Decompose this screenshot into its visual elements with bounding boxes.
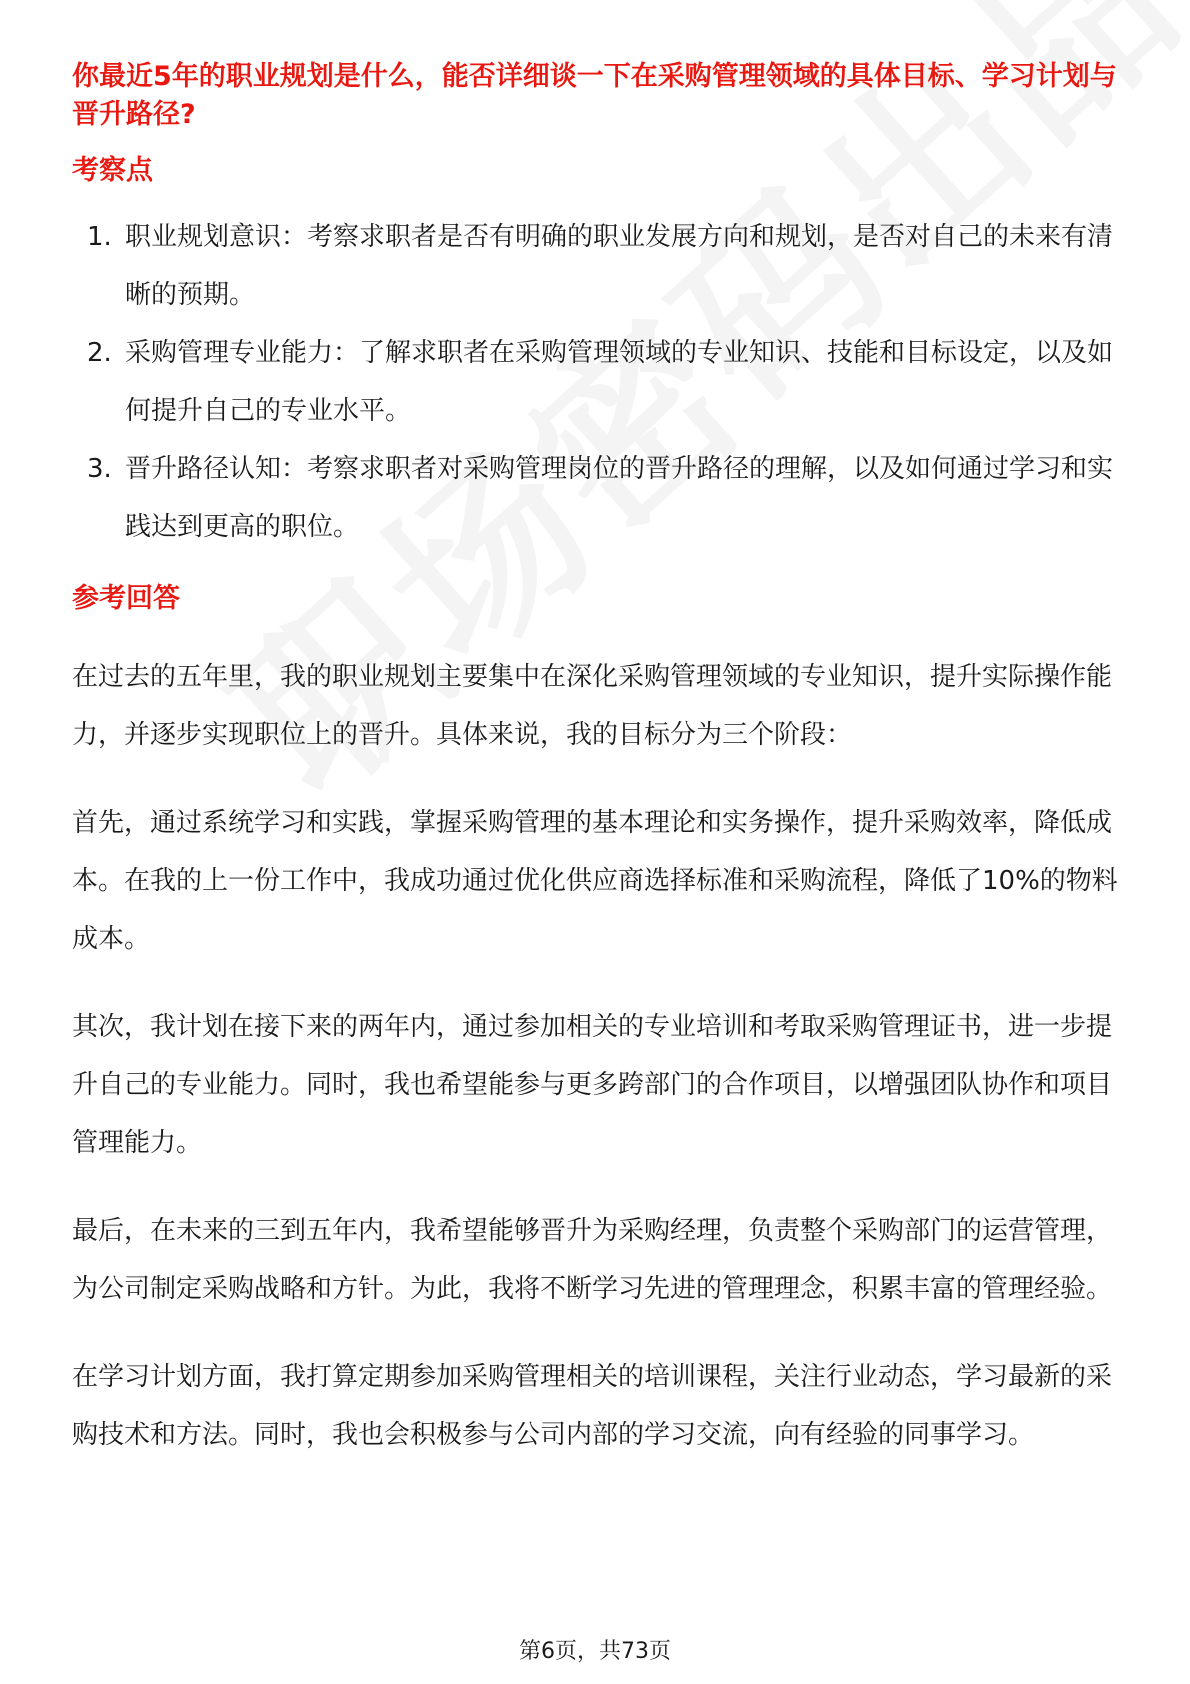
question-title: 你最近5年的职业规划是什么，能否详细谈一下在采购管理领域的具体目标、学习计划与晋升路径? bbox=[72, 61, 1117, 130]
answer-heading: 参考回答 bbox=[72, 583, 180, 614]
points-heading: 考察点 bbox=[72, 155, 153, 186]
answer-paragraph: 在过去的五年里，我的职业规划主要集中在深化采购管理领域的专业知识，提升实际操作能力，并逐步实现职位上的晋升。具体来说，我的目标分为三个阶段： bbox=[72, 662, 1113, 750]
list-item bbox=[72, 324, 1118, 440]
list-item-text: 晋升路径认知：考察求职者对采购管理岗位的晋升路径的理解，以及如何通过学习和实践达到更高的职位。 bbox=[125, 454, 1114, 542]
page-number: 第6页，共73页 bbox=[519, 1639, 671, 1664]
list-item-text: 职业规划意识：考察求职者是否有明确的职业发展方向和规划，是否对自己的未来有清晰的预期。 bbox=[125, 222, 1114, 310]
answer-paragraph: 在学习计划方面，我打算定期参加采购管理相关的培训课程，关注行业动态，学习最新的采购技术和方法。同时，我也会积极参与公司内部的学习交流，向有经验的同事学习。 bbox=[72, 1362, 1113, 1450]
list-item-number: 2. bbox=[87, 338, 112, 368]
list-item bbox=[72, 440, 1118, 556]
list-item-number: 1. bbox=[87, 222, 112, 252]
answer-paragraph: 首先，通过系统学习和实践，掌握采购管理的基本理论和实务操作，提升采购效率，降低成本。在我的上一份工作中，我成功通过优化供应商选择标准和采购流程，降低了10%的物料成本。 bbox=[72, 808, 1118, 954]
answer-paragraph: 其次，我计划在接下来的两年内，通过参加相关的专业培训和考取采购管理证书，进一步提升自己的专业能力。同时，我也希望能参与更多跨部门的合作项目，以增强团队协作和项目管理能力。 bbox=[72, 1012, 1113, 1158]
answer-body bbox=[72, 648, 1118, 1464]
answer-paragraph: 最后，在未来的三到五年内，我希望能够晋升为采购经理，负责整个采购部门的运营管理，为公司制定采购战略和方针。为此，我将不断学习先进的管理理念，积累丰富的管理经验。 bbox=[72, 1216, 1113, 1304]
list-item bbox=[72, 208, 1118, 324]
page-content bbox=[72, 58, 1118, 1494]
points-list bbox=[72, 208, 1118, 556]
list-item-number: 3. bbox=[87, 454, 112, 484]
list-item-text: 采购管理专业能力：了解求职者在采购管理领域的专业知识、技能和目标设定，以及如何提升自己的专业水平。 bbox=[125, 338, 1114, 426]
